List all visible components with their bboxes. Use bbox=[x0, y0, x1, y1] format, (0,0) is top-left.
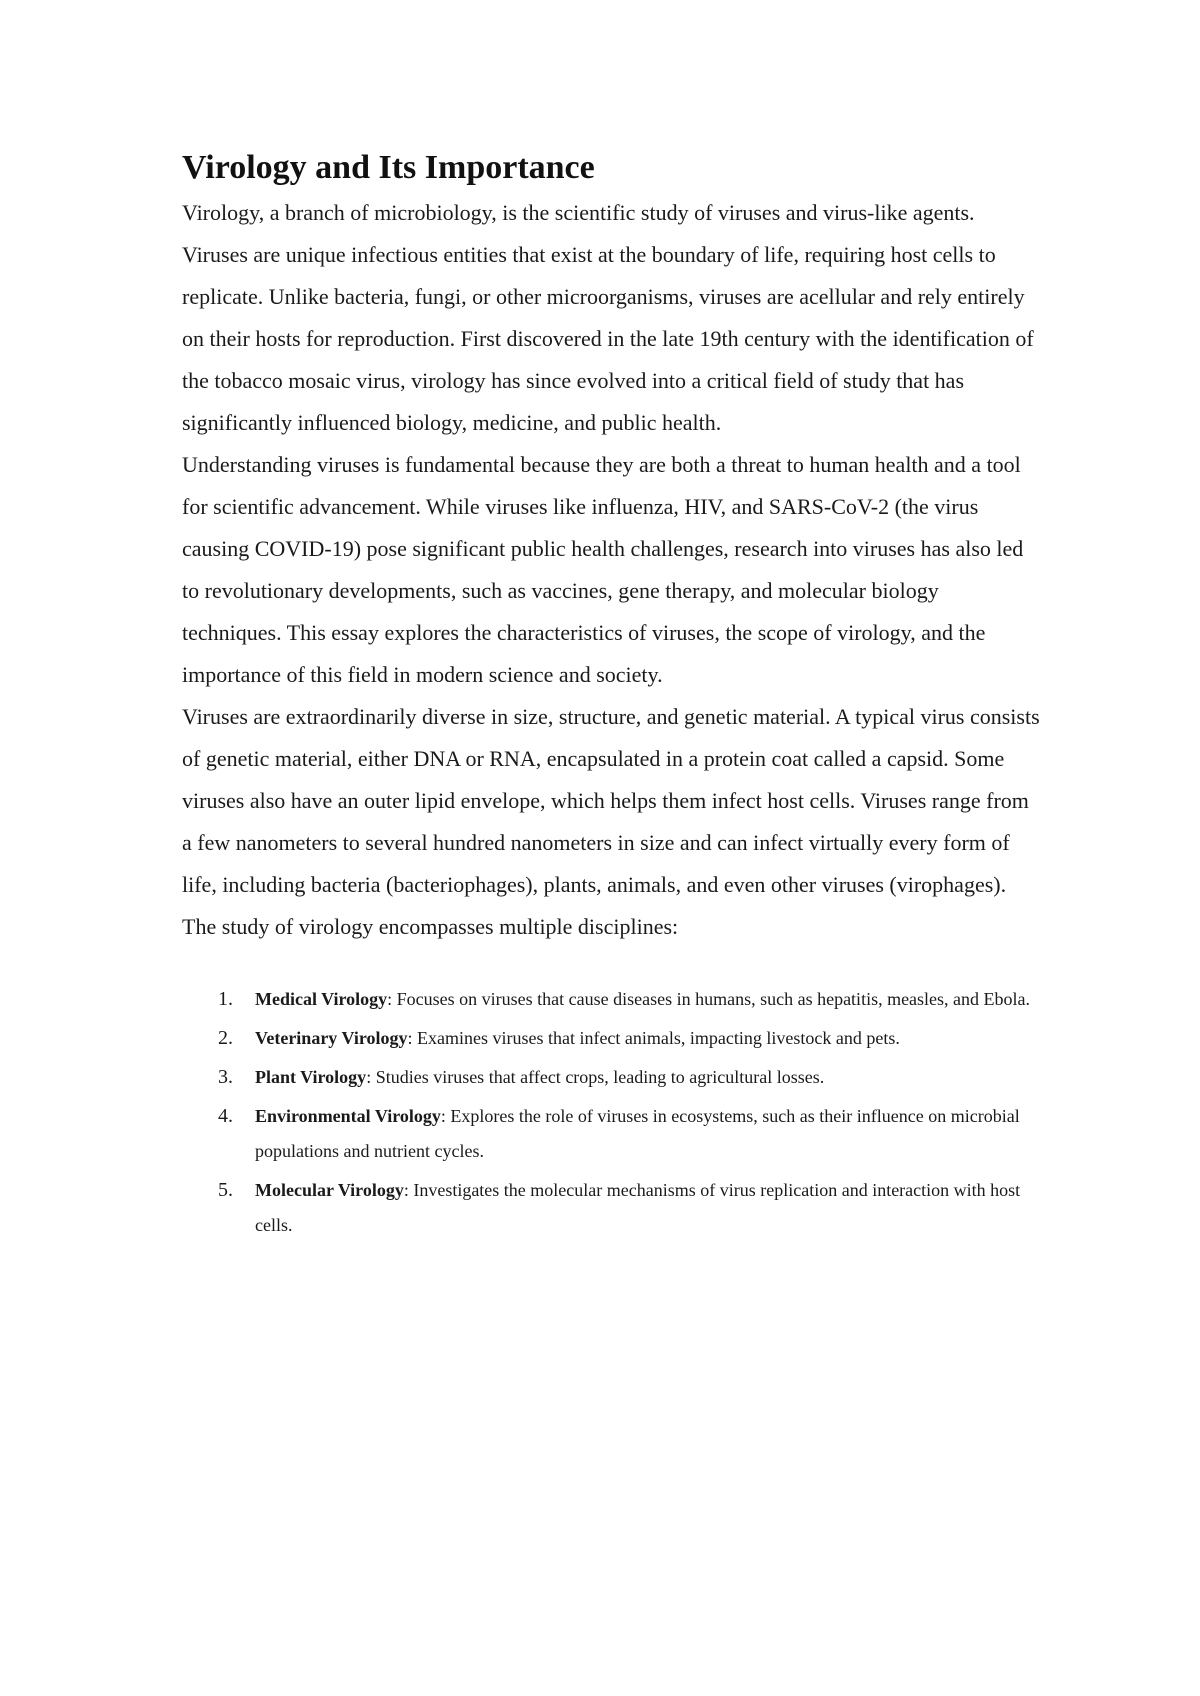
list-item-text: : Investigates the molecular mechanisms of virus replication and interaction with host cells. bbox=[255, 1180, 1021, 1235]
document-body bbox=[182, 144, 1042, 1247]
list-item-term: Medical Virology bbox=[255, 989, 388, 1009]
list-item-number: 2. bbox=[218, 1027, 233, 1049]
list-item-term: Environmental Virology bbox=[255, 1106, 441, 1126]
list-item-number: 5. bbox=[218, 1179, 233, 1201]
list-item-term: Veterinary Virology bbox=[255, 1028, 408, 1048]
list-item-text: : Explores the role of viruses in ecosystems, such as their influence on microbial populations and nutrient cycles. bbox=[255, 1106, 1020, 1161]
list-item bbox=[182, 1173, 1042, 1243]
paragraph-diversity: Viruses are extraordinarily diverse in size, structure, and genetic material. A typical virus consists of genetic material, either DNA or RNA, encapsulated in a protein coat called a capsid. Some viruses also have an outer lipid envelope, which helps them infect host cells. Viruses range from a few nanometers to several hundred nanometers in size and can infect virtually every form of life, including bacteria (bacteriophages), plants, animals, and even other viruses (virophages). bbox=[182, 704, 1040, 897]
list-item-number: 4. bbox=[218, 1105, 233, 1127]
list-item-term: Molecular Virology bbox=[255, 1180, 404, 1200]
list-item-text: : Focuses on viruses that cause diseases in humans, such as hepatitis, measles, and Ebola. bbox=[387, 989, 1031, 1009]
paragraph-intro: Virology, a branch of microbiology, is the scientific study of viruses and virus-like agents. Viruses are unique infectious entities that exist at the boundary of life, requiring host cells to replicate. Unlike bacteria, fungi, or other microorganisms, viruses are acellular and rely entirely on their hosts for reproduction. First discovered in the late 19th century with the identification of the tobacco mosaic virus, virology has since evolved into a critical field of study that has significantly influenced biology, medicine, and public health. bbox=[182, 200, 1034, 435]
list-item bbox=[182, 1021, 1042, 1056]
list-item-number: 1. bbox=[218, 988, 233, 1010]
list-item bbox=[182, 1060, 1042, 1095]
list-item bbox=[182, 1099, 1042, 1169]
paragraph-disciplines-intro: The study of virology encompasses multiple disciplines: bbox=[182, 914, 679, 939]
list-item-term: Plant Virology bbox=[255, 1067, 367, 1087]
disciplines-list bbox=[182, 982, 1042, 1243]
list-item-number: 3. bbox=[218, 1066, 233, 1088]
paragraph-understanding: Understanding viruses is fundamental because they are both a threat to human health and a tool for scientific advancement. While viruses like influenza, HIV, and SARS-CoV-2 (the virus causing COVID-19) pose significant public health challenges, research into viruses has also led to revolutionary developments, such as vaccines, gene therapy, and molecular biology techniques. This essay explores the characteristics of viruses, the scope of virology, and the importance of this field in modern science and society. bbox=[182, 452, 1024, 687]
list-item bbox=[182, 982, 1042, 1017]
list-item-text: : Studies viruses that affect crops, leading to agricultural losses. bbox=[366, 1067, 825, 1087]
list-item-text: : Examines viruses that infect animals, impacting livestock and pets. bbox=[407, 1028, 900, 1048]
document-title: Virology and Its Importance bbox=[182, 149, 595, 186]
